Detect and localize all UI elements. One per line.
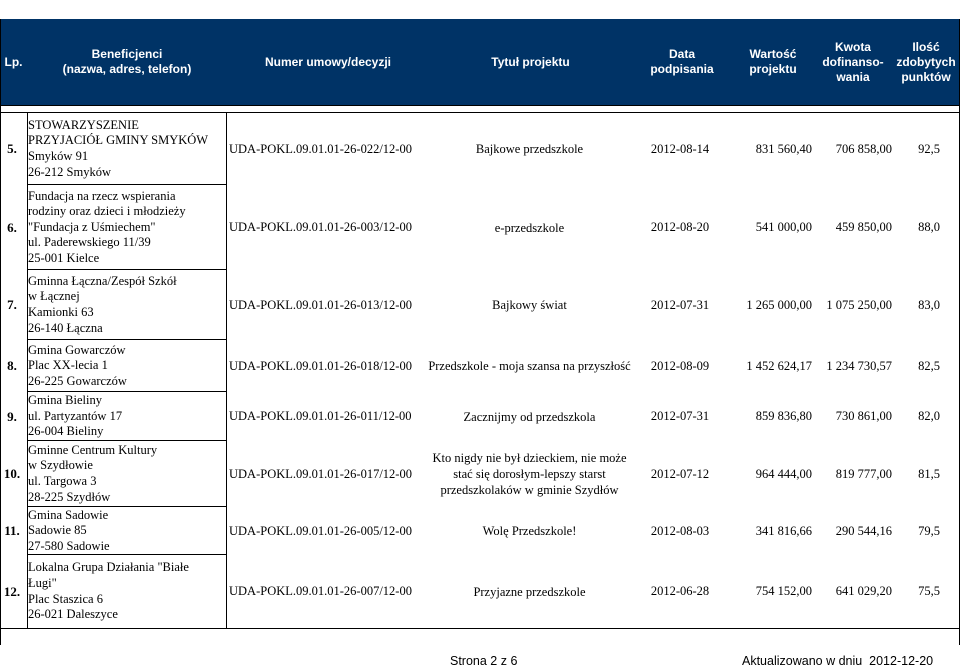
header-tytul: Tytuł projektu (491, 54, 570, 69)
row-numer: UDA-POKL.09.01.01-26-018/12-00 (229, 358, 412, 373)
row-kwota: 1 234 730,57 (826, 358, 892, 373)
row-kwota: 290 544,16 (835, 523, 892, 538)
header-lp: Lp. (4, 54, 23, 69)
row-tytul: Przedszkole - moja szansa na przyszłość (428, 359, 631, 373)
row-ilosc: 83,0 (918, 297, 940, 312)
row-beneficjent (28, 507, 224, 555)
beneficjent-line: ul. Targowa 3 (28, 474, 97, 488)
beneficjent-line: ul. Partyzantów 17 (28, 408, 123, 423)
beneficjent-line: Sadowie 85 (28, 523, 87, 538)
beneficjent-line: 28-225 Szydłów (28, 489, 111, 504)
row-wartosc: 831 560,40 (755, 141, 812, 156)
row-ilosc: 88,0 (918, 220, 940, 234)
row-ilosc: 82,0 (918, 409, 940, 423)
row-tytul: Zacznijmy od przedszkola (463, 409, 596, 424)
row-kwota: 706 858,00 (835, 141, 892, 156)
beneficjent-line: Gmina Bieliny (28, 393, 102, 408)
row-beneficjent (28, 340, 224, 392)
row-numer: UDA-POKL.09.01.01-26-022/12-00 (229, 141, 412, 156)
beneficjent-line: 26-004 Bieliny (28, 424, 104, 439)
row-wartosc: 541 000,00 (755, 220, 812, 234)
row-data: 2012-08-03 (650, 523, 710, 538)
beneficjent-line: 26-225 Gowarczów (28, 373, 127, 388)
row-kwota: 730 861,00 (835, 409, 892, 423)
row-ilosc: 79,5 (918, 523, 940, 538)
header-beneficjenci: Beneficjenci (nazwa, adres, telefon) (62, 47, 192, 76)
row-wartosc: 1 452 624,17 (746, 358, 812, 373)
beneficjent-line: Gmina Gowarczów (28, 342, 126, 357)
beneficjent-line: "Fundacja z Uśmiechem" (28, 219, 156, 234)
beneficjent-line: rodziny oraz dzieci i młodzieży (28, 204, 186, 219)
beneficjent-line: 25-001 Kielce (28, 250, 100, 265)
beneficjent-line: 26-212 Smyków (28, 164, 111, 179)
row-tytul: Przyjazne przedszkole (473, 584, 586, 599)
beneficjent-line: w Szydłowie (28, 458, 93, 473)
header-ilosc: Ilość zdobytych punktów (896, 39, 956, 84)
beneficjent-line: Kamionki 63 (28, 305, 94, 319)
beneficjent-line: STOWARZYSZENIE (28, 117, 139, 132)
row-wartosc: 964 444,00 (755, 466, 812, 481)
beneficjent-line: 26-140 Łączna (28, 320, 103, 335)
beneficjent-line: Plac Staszica 6 (28, 591, 103, 606)
footer-page-number: Strona 2 z 6 (450, 654, 518, 668)
beneficjent-line: 27-580 Sadowie (28, 538, 110, 553)
header-data: Data podpisania (650, 47, 714, 76)
row-numer: UDA-POKL.09.01.01-26-007/12-00 (229, 584, 412, 598)
row-numer: UDA-POKL.09.01.01-26-017/12-00 (229, 466, 412, 481)
beneficjent-line: PRZYJACIÓŁ GMINY SMYKÓW (28, 133, 209, 148)
row-beneficjent (28, 392, 224, 441)
beneficjent-line: 26-021 Daleszyce (28, 607, 118, 622)
beneficjent-line: Lokalna Grupa Działania "Białe (28, 560, 189, 575)
footer-updated: Aktualizowano w dniu 2012-12-20 (742, 654, 934, 668)
row-tytul: e-przedszkole (494, 220, 565, 235)
beneficjent-line: Smyków 91 (28, 149, 89, 163)
beneficjent-line: Gmina Sadowie (28, 507, 109, 522)
row-tytul: Bajkowe przedszkole (475, 142, 584, 156)
beneficjent-line: w Łącznej (28, 289, 80, 304)
row-wartosc: 1 265 000,00 (746, 297, 812, 312)
row-tytul: Wolę Przedszkole! (482, 524, 577, 538)
row-kwota: 1 075 250,00 (826, 297, 892, 312)
row-ilosc: 82,5 (918, 358, 940, 373)
row-ilosc: 81,5 (918, 466, 940, 481)
beneficjent-line: Fundacja na rzecz wspierania (28, 188, 176, 203)
row-lp: 12. (3, 583, 21, 599)
row-data: 2012-07-31 (650, 297, 710, 312)
header-numer: Numer umowy/decyzji (264, 54, 392, 69)
row-numer: UDA-POKL.09.01.01-26-011/12-00 (229, 409, 412, 423)
row-numer: UDA-POKL.09.01.01-26-005/12-00 (229, 523, 412, 538)
beneficjent-line: ul. Paderewskiego 11/39 (28, 235, 151, 250)
row-kwota: 819 777,00 (835, 466, 892, 481)
row-data: 2012-08-14 (650, 141, 710, 156)
row-wartosc: 341 816,66 (755, 523, 812, 538)
row-lp: 5. (7, 141, 17, 156)
row-lp: 6. (7, 219, 17, 235)
row-lp: 10. (3, 466, 21, 481)
beneficjent-line: Gminna Łączna/Zespół Szkół (28, 273, 177, 288)
beneficjent-line: Ługi" (28, 575, 57, 590)
row-tytul: Bajkowy świat (492, 298, 567, 312)
row-data: 2012-07-31 (650, 409, 710, 423)
header-kwota: Kwota dofinanso- wania (822, 39, 884, 84)
row-lp: 9. (7, 408, 17, 424)
row-data: 2012-07-12 (650, 466, 710, 481)
row-lp: 11. (4, 523, 20, 538)
row-beneficjent (28, 113, 224, 185)
row-kwota: 641 029,20 (835, 584, 892, 598)
row-beneficjent (28, 185, 224, 270)
row-tytul: Kto nigdy nie był dzieckiem, nie może stać się dorosłym-lepszy starst przedszkolaków w gminie Szydłów (432, 451, 627, 497)
row-data: 2012-06-28 (650, 584, 710, 598)
row-beneficjent (28, 270, 224, 340)
row-kwota: 459 850,00 (835, 220, 892, 234)
header-wartosc: Wartość projektu (749, 47, 797, 76)
row-beneficjent (28, 555, 224, 628)
row-lp: 7. (7, 297, 17, 312)
beneficjent-line: Plac XX-lecia 1 (28, 358, 108, 373)
row-numer: UDA-POKL.09.01.01-26-013/12-00 (229, 297, 412, 312)
row-beneficjent (28, 441, 224, 507)
row-wartosc: 754 152,00 (755, 584, 812, 598)
row-ilosc: 75,5 (918, 584, 940, 598)
row-wartosc: 859 836,80 (755, 409, 812, 423)
row-numer: UDA-POKL.09.01.01-26-003/12-00 (229, 220, 412, 234)
beneficjent-line: Gminne Centrum Kultury (28, 442, 158, 457)
row-lp: 8. (7, 358, 17, 373)
row-data: 2012-08-20 (650, 220, 710, 234)
row-data: 2012-08-09 (650, 358, 710, 373)
row-ilosc: 92,5 (918, 141, 940, 156)
